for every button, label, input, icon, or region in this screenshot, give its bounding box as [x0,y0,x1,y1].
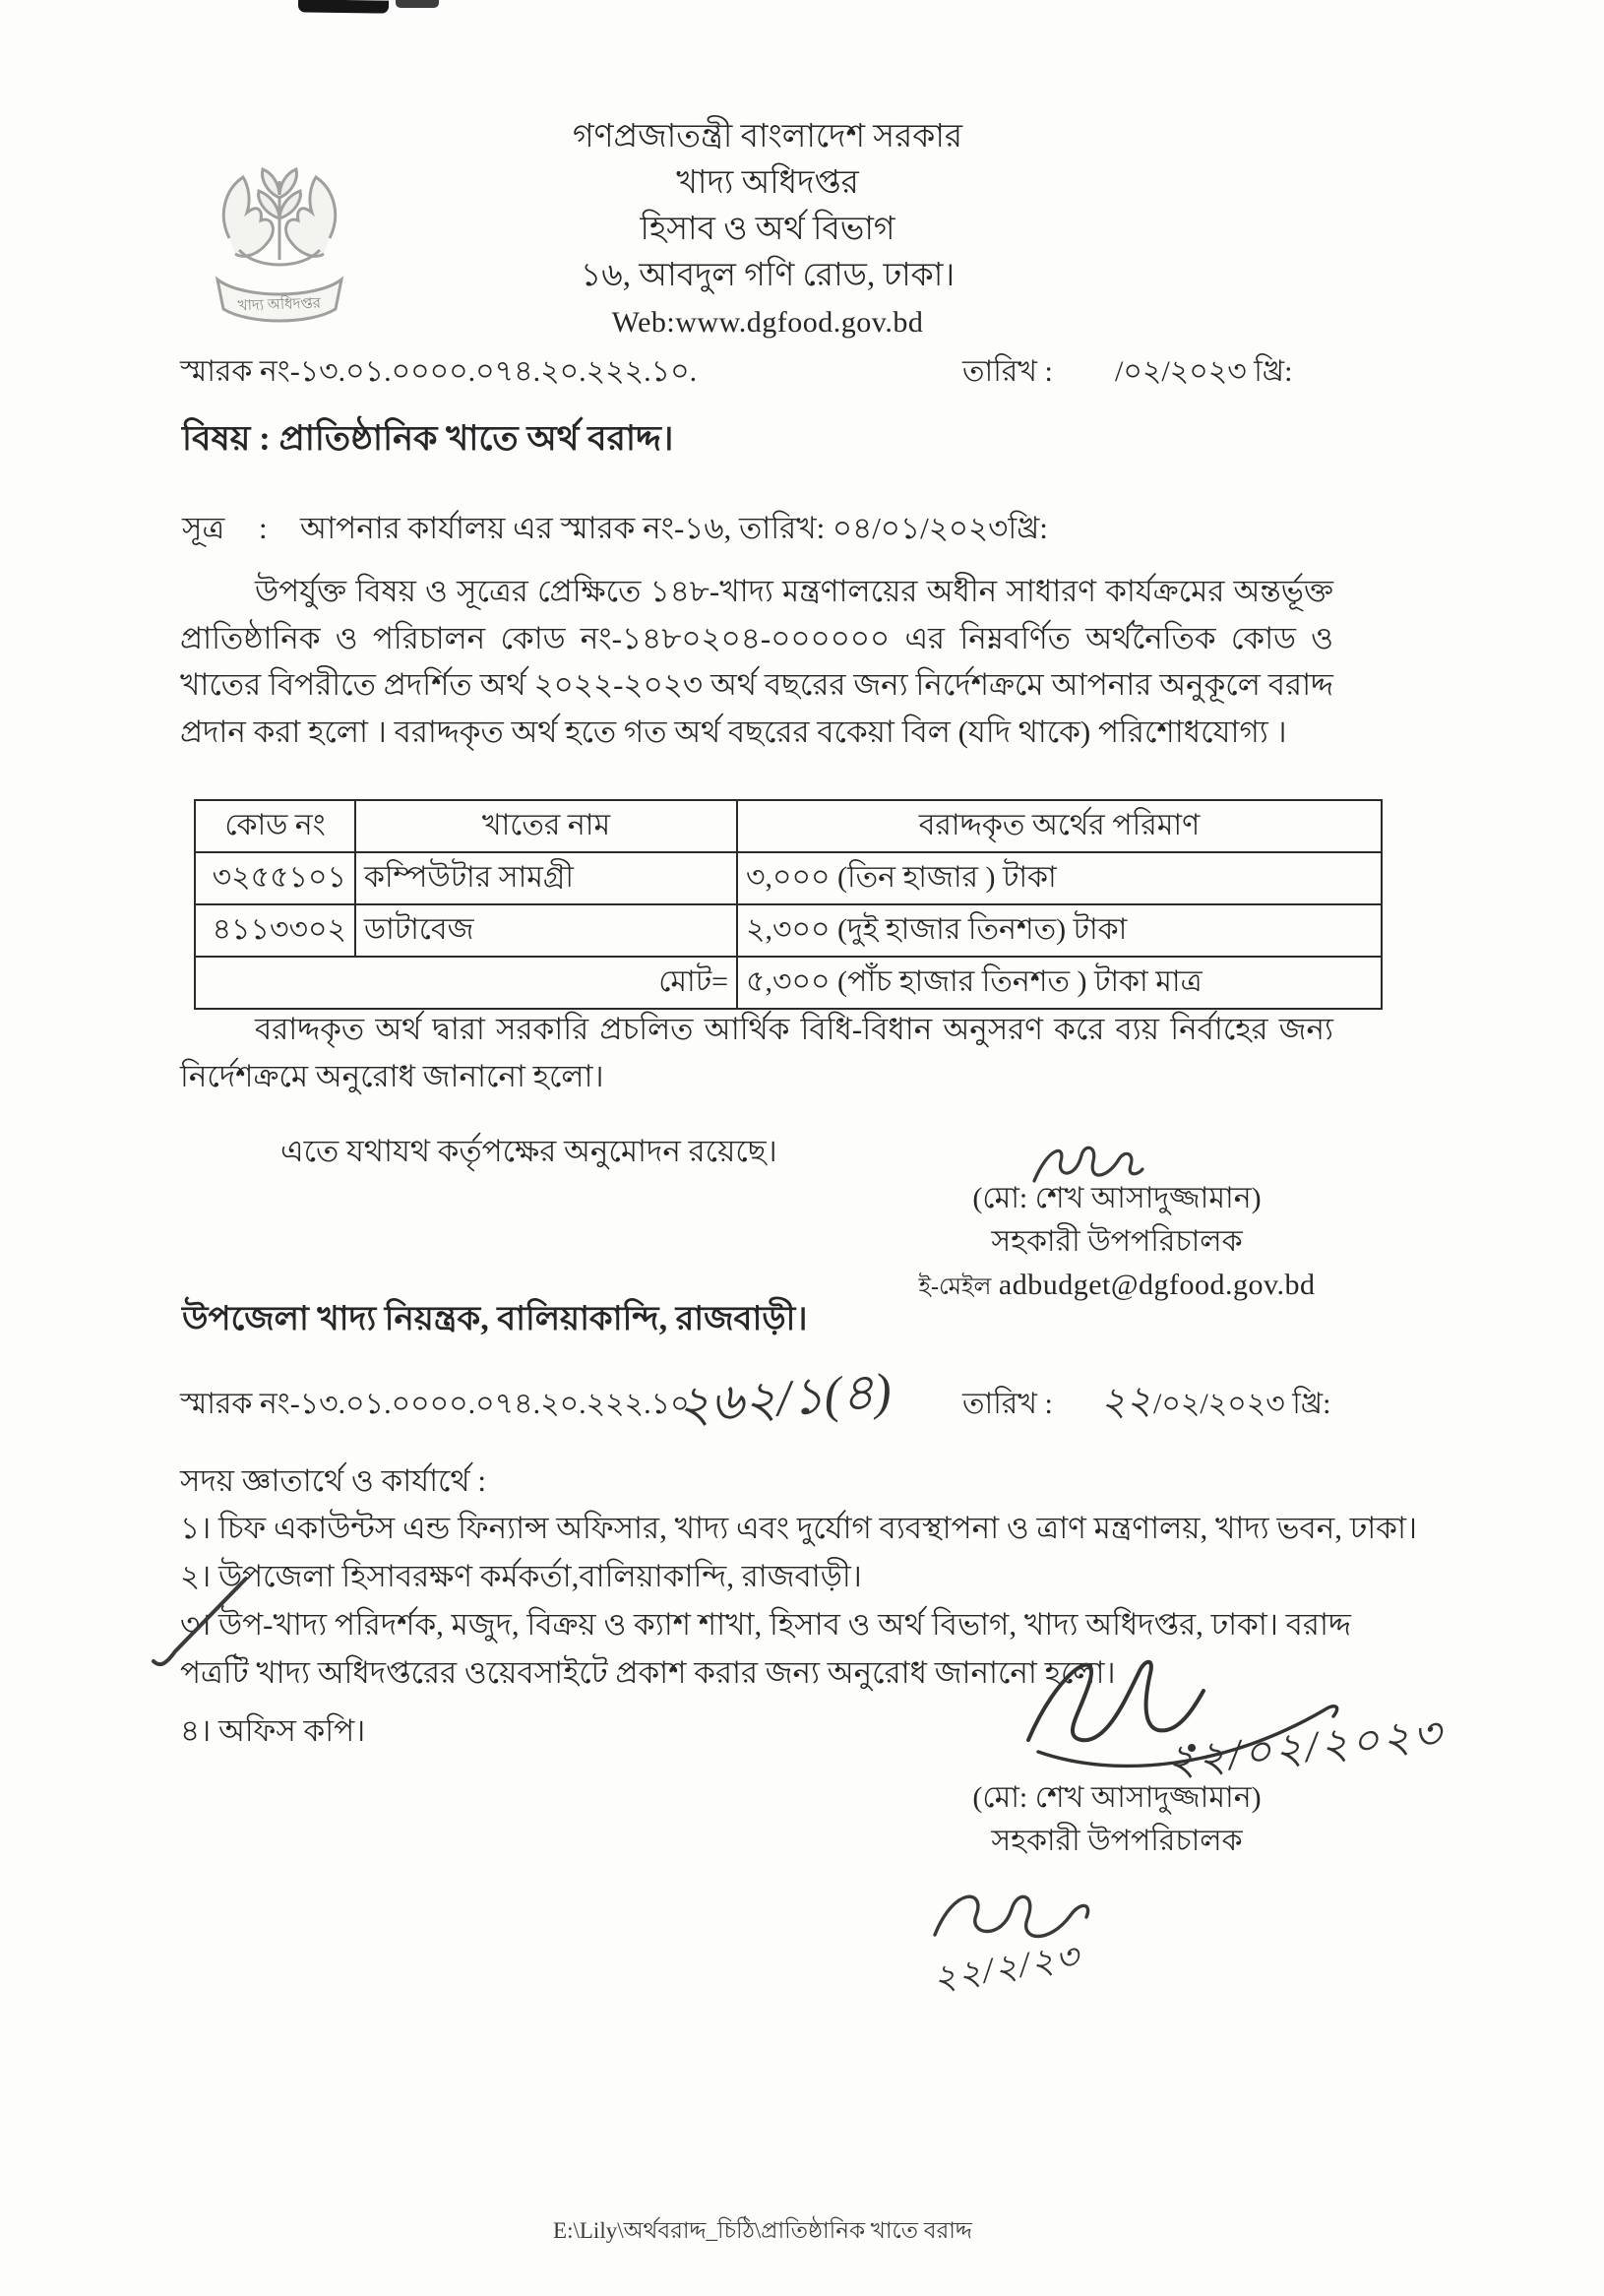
handwritten-date-large: ২২/০২/২০২৩ [1163,1708,1447,1786]
cell-amount: ২,৩০০ (দুই হাজার তিনশত) টাকা [737,904,1382,957]
signatory-block-1 [905,1177,1328,1309]
handwritten-dispatch-number: ২৬২/১(৪) [675,1363,894,1435]
distribution-item-4: ৪। অফিস কপি। [180,1713,366,1748]
footer-file-path: E:\Lily\অর্থবরাদ্দ_চিঠি\প্রাতিষ্ঠানিক খাতে বরাদ্দ [553,2218,972,2243]
table-total-row [195,957,1382,1009]
reference-text: আপনার কার্যালয় এর স্মারক নং-১৬, তারিখ: ০৪/০১/২০২৩খ্রি: [300,511,1048,545]
seal-banner-text: খাদ্য অধিদপ্তর [237,295,322,315]
signatory-block-2 [905,1776,1328,1863]
memo2-number: স্মারক নং-১৩.০১.০০০০.০৭৪.২০.২২২.১০. [180,1388,698,1420]
signatory-name: (মো: শেখ আসাদুজ্জামান) [972,1781,1262,1814]
distribution-item-2: ২। উপজেলা হিসাবরক্ষণ কর্মকর্তা,বালিয়াকান্দি, রাজবাড়ী। [180,1559,862,1593]
approval-line: এতে যথাযথ কর্তৃপক্ষের অনুমোদন রয়েছে। [280,1134,777,1168]
signatory-email-line [905,1264,1328,1309]
handwritten-date-bottom: ২২/২/২৩ [930,1936,1083,1999]
scan-artifact [298,0,389,14]
email-label: ই-মেইল [918,1274,992,1300]
memo1-date-value: /০২/২০২৩ খ্রি: [1115,355,1293,388]
letterhead-department: খাদ্য অধিদপ্তর [676,165,859,201]
memo1-date-label: তারিখ : [962,355,1053,388]
col-header-amount: বরাদ্দকৃত অর্থের পরিমাণ [737,800,1382,852]
memo2-date-value: /০২/২০২৩ খ্রি: [1153,1388,1331,1420]
handwritten-day: ২২ [1098,1377,1153,1425]
cell-code: ৪১১৩৩০২ [195,904,355,957]
checkmark-handwritten [146,1575,254,1673]
signatory-designation: সহকারী উপপরিচালক [991,1825,1243,1857]
distribution-item-1: ১। চিফ একাউন্টস এন্ড ফিন্যান্স অফিসার, খাদ্য এবং দুর্যোগ ব্যবস্থাপনা ও ত্রাণ মন্ত্রণালয়, খাদ্য ভবন, ঢাকা। [180,1511,1418,1545]
cell-total-amount: ৫,৩০০ (পাঁচ হাজার তিনশত ) টাকা মাত্র [737,957,1382,1009]
distribution-title: সদয় জ্ঞাতার্থে ও কার্যার্থে : [180,1463,486,1498]
letterhead-government: গণপ্রজাতন্ত্রী বাংলাদেশ সরকার [572,119,963,155]
email-address: adbudget@dgfood.gov.bd [998,1269,1316,1301]
cell-code: ৩২৫৫১০১ [195,852,355,904]
allocation-table [194,799,1383,1010]
letterhead-division: হিসাব ও অর্থ বিভাগ [640,212,895,247]
letterhead [423,114,1112,345]
body-paragraph-2: বরাদ্দকৃত অর্থ দ্বারা সরকারি প্রচলিত আর্থিক বিধি-বিধান অনুসরণ করে ব্যয় নির্বাহের জন্য নির্দেশক্রমে অনুরোধ জানানো হলো। [180,1012,1333,1093]
col-header-sector: খাতের নাম [355,800,737,852]
letterhead-address: ১৬, আবদুল গণি রোড, ঢাকা। [580,258,956,293]
dgfood-seal-logo [200,144,359,333]
distribution-item-3: ৩। উপ-খাদ্য পরিদর্শক, মজুদ, বিক্রয় ও ক্যাশ শাখা, হিসাব ও অর্থ বিভাগ, খাদ্য অধিদপ্তর, ঢাকা। বরাদ্দ পত্রটি খাদ্য অধিদপ্তরের ওয়েবসাইটে প্রকাশ করার জন্য অনুরোধ জানানো হলো। [180,1607,1351,1690]
table-header-row [195,800,1382,852]
addressee-line: উপজেলা খাদ্য নিয়ন্ত্রক, বালিয়াকান্দি, রাজবাড়ী। [182,1301,808,1337]
cell-sector: ডাটাবেজ [355,904,737,957]
cell-total-label: মোট= [195,957,737,1009]
signatory-name: (মো: শেখ আসাদুজ্জামান) [972,1182,1262,1214]
reference-colon: : [259,511,268,545]
memo1-number: স্মারক নং-১৩.০১.০০০০.০৭৪.২০.২২২.১০. [180,355,698,388]
reference-label: সূত্র [182,511,225,545]
scan-artifact [396,0,439,8]
memo2-date-label: তারিখ : [962,1388,1053,1420]
cell-amount: ৩,০০০ (তিন হাজার ) টাকা [737,852,1382,904]
subject-line: বিষয় : প্রাতিষ্ঠানিক খাতে অর্থ বরাদ্দ। [182,419,674,458]
table-row [195,904,1382,957]
signatory-designation: সহকারী উপপরিচালক [991,1225,1243,1258]
reference-line [182,505,1048,556]
body-paragraph-1: উপর্যুক্ত বিষয় ও সূত্রের প্রেক্ষিতে ১৪৮-খাদ্য মন্ত্রণালয়ের অধীন সাধারণ কার্যক্রমের অন্তর্ভূক্ত প্রাতিষ্ঠানিক ও পরিচালন কোড নং-১৪৮০২০৪-০০০০০০ এর নিম্নবর্ণিত অর্থনৈতিক কোড ও খাতের বিপরীতে প্রদর্শিত অর্থ ২০২২-২০২৩ অর্থ বছরের জন্য নির্দেশক্রমে আপনার অনুকূলে বরাদ্দ প্রদান করা হলো । বরাদ্দকৃত অর্থ হতে গত অর্থ বছরের বকেয়া বিল (যদি থাকে) পরিশোধযোগ্য । [180,574,1333,749]
letterhead-website: Web:www.dgfood.gov.bd [611,306,924,339]
table-row [195,852,1382,904]
cell-sector: কম্পিউটার সামগ্রী [355,852,737,904]
col-header-code: কোড নং [195,800,355,852]
